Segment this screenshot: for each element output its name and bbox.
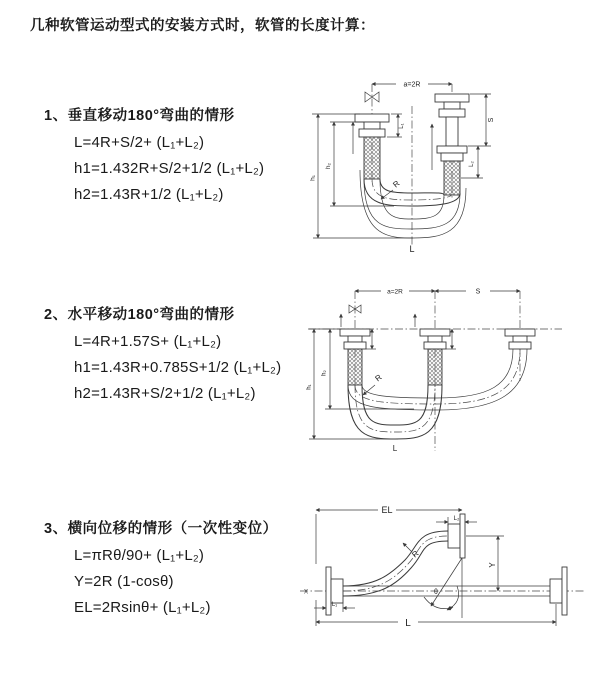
- section-horizontal-180: [44, 303, 281, 402]
- right-flange: [550, 567, 567, 615]
- left-pipe-assembly: [355, 114, 389, 179]
- radius-label: R: [410, 548, 421, 560]
- diagram-vertical-180: [310, 70, 525, 255]
- section-vertical-180: [44, 104, 264, 203]
- formula-line: L=πRθ/90+ (L₁+L₂): [74, 547, 205, 564]
- stroke-label: S: [475, 288, 481, 296]
- dim-conn-left: [387, 114, 405, 137]
- formula-line: L=4R+1.57S+ (L₁+L₂): [74, 333, 222, 350]
- length-label: L: [405, 618, 411, 629]
- radius-label: R: [373, 372, 384, 384]
- middle-pipe-assembly: [420, 329, 450, 385]
- dim-span: [355, 289, 435, 296]
- formula-line: L=4R+S/2+ (L₁+L₂): [74, 134, 205, 151]
- diagram-lateral-displacement: [298, 500, 598, 650]
- radius-callout: [403, 543, 421, 559]
- movement-arrows: [341, 314, 415, 327]
- formula-line: h1=1.43R+0.785S+1/2 (L₁+L₂): [74, 359, 282, 376]
- right-pipe-assembly: [505, 329, 535, 349]
- section-heading: 3、横向位移的情形（一次性变位）: [44, 521, 278, 537]
- theta-label: θ: [434, 589, 438, 596]
- dim-length: [316, 600, 556, 629]
- h-inner-label: h₂: [325, 162, 332, 170]
- dim-stroke: [435, 289, 520, 296]
- conn-top-label: L₂: [453, 516, 460, 522]
- h-outer-label: h₁: [310, 175, 317, 181]
- formula-line: h2=1.43R+1/2 (L₁+L₂): [74, 186, 224, 203]
- span-label: a=2R: [403, 81, 421, 89]
- stroke-label: S: [488, 117, 495, 123]
- section-lateral-displacement: [44, 517, 278, 616]
- conn-left-label: L₁: [331, 602, 338, 608]
- length-label: L: [409, 244, 415, 254]
- axis-label: X: [303, 589, 309, 596]
- dim-conn-left: [314, 602, 355, 615]
- dim-span: [372, 82, 452, 89]
- conn-left-label: L₁: [399, 123, 405, 129]
- formula-line: h2=1.43R+S/2+1/2 (L₁+L₂): [74, 385, 256, 402]
- section-heading: 1、垂直移动180°弯曲的情形: [44, 108, 235, 124]
- dim-stroke: [468, 94, 495, 146]
- formula-line: EL=2Rsinθ+ (L₁+L₂): [74, 599, 211, 616]
- span-label: a=2R: [387, 288, 403, 296]
- page-title: 几种软管运动型式的安装方式时，软管的长度计算：: [30, 18, 375, 34]
- right-pipe-assembly: [435, 94, 469, 195]
- diagram-horizontal-180: [306, 281, 596, 461]
- section-heading: 2、水平移动180°弯曲的情形: [44, 307, 235, 323]
- centerlines: [372, 81, 452, 246]
- angle-construction: [424, 558, 462, 618]
- formula-line: Y=2R (1-cosθ): [74, 573, 174, 590]
- conn-right-label: L₂: [469, 161, 475, 167]
- dim-el: [316, 505, 462, 564]
- length-label: L: [392, 444, 398, 453]
- formula-line: h1=1.432R+S/2+1/2 (L₁+L₂): [74, 160, 265, 177]
- y-label: Y: [488, 562, 497, 568]
- dim-y: [488, 536, 498, 591]
- radius-label: R: [391, 178, 402, 190]
- left-pipe-assembly: [340, 329, 370, 385]
- h-outer-label: h₁: [306, 384, 313, 390]
- el-label: EL: [381, 505, 393, 515]
- h-inner-label: h₂: [321, 370, 328, 376]
